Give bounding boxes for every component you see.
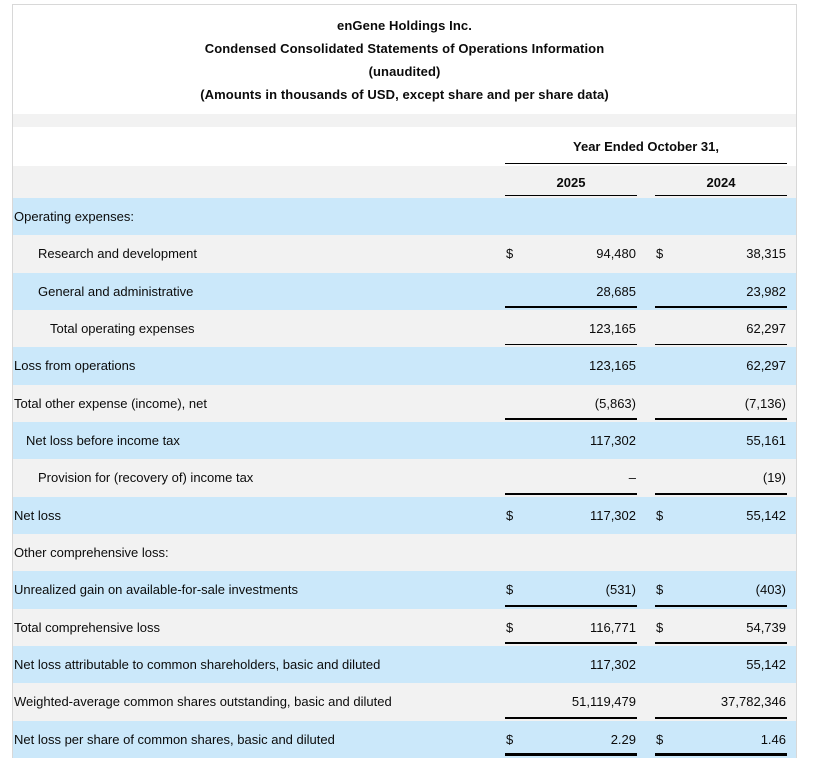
value-cell-2025 [505, 721, 637, 758]
row-label: General and administrative [38, 283, 194, 299]
row-label: Net loss attributable to common shareholders, basic and diluted [14, 657, 381, 673]
value-2025: 117,302 [589, 507, 636, 523]
value-2024: 54,739 [746, 619, 786, 635]
value-2024: (19) [762, 470, 786, 486]
dollar-sign: $ [506, 582, 514, 598]
row-label: Loss from operations [14, 358, 136, 374]
value-cell-2024 [655, 422, 787, 459]
value-2024: 23,982 [746, 283, 786, 299]
table-row [13, 385, 796, 422]
row-label: Net loss per share of common shares, basic and diluted [14, 731, 335, 747]
period-row-empty-cell [13, 127, 505, 166]
period-header: Year Ended October 31, [505, 127, 787, 166]
value-2024: 38,315 [746, 246, 786, 262]
row-label: Net loss before income tax [26, 433, 180, 449]
value-2025: (5,863) [594, 395, 636, 411]
value-2025: 117,302 [589, 433, 636, 449]
value-cell-2025 [505, 497, 637, 534]
row-label: Unrealized gain on available-for-sale investments [14, 582, 298, 598]
column-gap [637, 646, 655, 683]
company-name: enGene Holdings Inc. [337, 18, 472, 33]
dollar-sign: $ [656, 246, 664, 262]
value-cell-2024 [655, 459, 787, 496]
value-cell-2024 [655, 198, 787, 235]
dollar-sign: $ [506, 246, 514, 262]
value-cell-2025 [505, 385, 637, 422]
value-2025: 116,771 [589, 619, 636, 635]
value-cell-2024 [655, 273, 787, 310]
value-cell-2025 [505, 646, 637, 683]
value-2024: 62,297 [746, 321, 786, 337]
value-cell-2024 [655, 646, 787, 683]
table-row [13, 459, 796, 496]
value-cell-2025 [505, 273, 637, 310]
value-cell-2025 [505, 609, 637, 646]
value-2024: (403) [755, 582, 786, 598]
value-cell-2024 [655, 683, 787, 720]
amounts-note: (Amounts in thousands of USD, except share and per share data) [200, 87, 609, 102]
dollar-sign: $ [656, 619, 664, 635]
value-cell-2025 [505, 683, 637, 720]
row-label: Weighted-average common shares outstanding, basic and diluted [14, 694, 392, 710]
column-gap [637, 609, 655, 646]
dollar-sign: $ [656, 507, 664, 523]
value-cell-2024 [655, 721, 787, 758]
table-spacer-row [13, 114, 796, 127]
column-gap [637, 721, 655, 758]
dollar-sign: $ [656, 731, 664, 747]
table-row [13, 310, 796, 347]
value-cell-2024 [655, 235, 787, 272]
financial-statement-sheet [12, 4, 797, 758]
row-label: Total comprehensive loss [14, 619, 160, 635]
column-gap [637, 459, 655, 496]
value-2024: 37,782,346 [720, 694, 786, 710]
value-cell-2024 [655, 609, 787, 646]
table-row [13, 571, 796, 608]
table-row [13, 497, 796, 534]
value-cell-2025 [505, 198, 637, 235]
dollar-sign: $ [656, 582, 664, 598]
value-2025: 123,165 [589, 358, 636, 374]
value-cell-2025 [505, 347, 637, 384]
value-cell-2024 [655, 534, 787, 571]
column-gap [637, 235, 655, 272]
value-2024: 55,142 [746, 507, 786, 523]
year-row-empty-cell [13, 166, 505, 198]
column-gap [637, 683, 655, 720]
value-2024: 55,161 [746, 433, 786, 449]
value-2024: (7,136) [744, 395, 786, 411]
dollar-sign: $ [506, 507, 514, 523]
column-gap [637, 198, 655, 235]
table-row [13, 235, 796, 272]
column-gap [637, 166, 655, 198]
value-cell-2025 [505, 534, 637, 571]
value-2024: 62,297 [746, 358, 786, 374]
value-2025: 28,685 [596, 283, 636, 299]
value-2025: 123,165 [589, 321, 636, 337]
column-gap [637, 422, 655, 459]
column-header-2024: 2024 [655, 166, 787, 198]
value-cell-2025 [505, 459, 637, 496]
table-row [13, 198, 796, 235]
column-gap [637, 534, 655, 571]
value-cell-2024 [655, 497, 787, 534]
value-2024: 1.46 [760, 731, 786, 747]
value-cell-2025 [505, 310, 637, 347]
value-cell-2025 [505, 422, 637, 459]
value-2025: 51,119,479 [571, 694, 636, 710]
value-2025: 117,302 [589, 657, 636, 673]
value-cell-2024 [655, 571, 787, 608]
statement-title: Condensed Consolidated Statements of Operations Information [204, 41, 605, 56]
dollar-sign: $ [506, 731, 514, 747]
column-gap [637, 497, 655, 534]
year-header-row [13, 166, 796, 198]
row-label: Net loss [14, 507, 61, 523]
table-row [13, 609, 796, 646]
row-label: Operating expenses: [14, 209, 134, 225]
value-cell-2025 [505, 571, 637, 608]
value-2025: 2.29 [610, 731, 636, 747]
row-label: Other comprehensive loss: [14, 545, 169, 561]
row-label: Provision for (recovery of) income tax [38, 470, 254, 486]
unaudited-note: (unaudited) [368, 64, 441, 79]
table-row [13, 683, 796, 720]
value-cell-2024 [655, 310, 787, 347]
value-2024: 55,142 [746, 657, 786, 673]
value-cell-2024 [655, 347, 787, 384]
table-row [13, 534, 796, 571]
row-label: Research and development [38, 246, 197, 262]
column-gap [637, 347, 655, 384]
column-gap [637, 571, 655, 608]
value-2025: – [628, 470, 636, 486]
table-row [13, 347, 796, 384]
column-gap [637, 385, 655, 422]
value-cell-2025 [505, 235, 637, 272]
period-header-row [13, 127, 796, 166]
table-body [13, 198, 796, 758]
value-cell-2024 [655, 385, 787, 422]
column-gap [637, 310, 655, 347]
value-2025: 94,480 [596, 246, 636, 262]
document-header [13, 5, 796, 114]
table-row [13, 273, 796, 310]
value-2025: (531) [605, 582, 636, 598]
table-row [13, 721, 796, 758]
dollar-sign: $ [506, 619, 514, 635]
table-row [13, 422, 796, 459]
row-label: Total operating expenses [50, 321, 195, 337]
table-row [13, 646, 796, 683]
row-label: Total other expense (income), net [14, 395, 207, 411]
column-gap [637, 273, 655, 310]
column-header-2025: 2025 [505, 166, 637, 198]
